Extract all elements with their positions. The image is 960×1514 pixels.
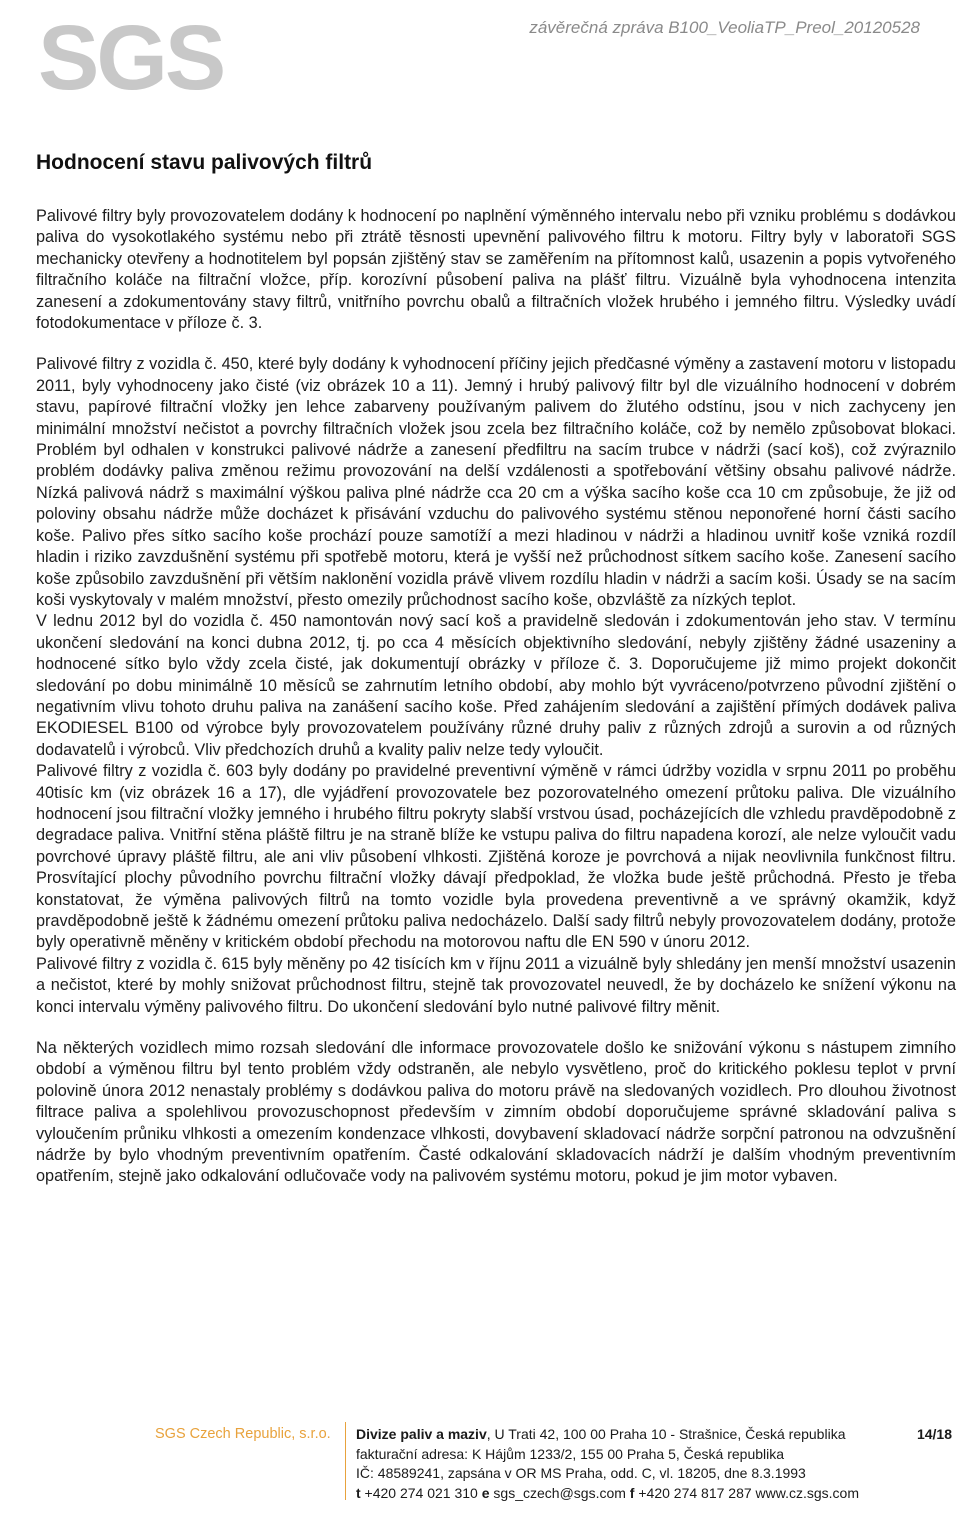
report-id: závěrečná zpráva B100_VeoliaTP_Preol_20120528: [529, 18, 920, 37]
paragraph-recommendations: Na některých vozidlech mimo rozsah sledování dle informace provozovatele došlo ke snižování výkonu s nástupem zimního období a výměnou filtru byl tento problém vždy odstraněn, ale nebylo vysvětleno, proč do kritického poklesu teplot v první polovině února 2012 nenastaly problémy s dodávkou paliva do motoru právě na sledovaných vozidlech. Pro dlouhou životnost filtrace paliva a spolehlivou provozuschopnost především v zimním období doporučujeme správné skladování paliva s vyloučením průniku vlhkosti a omezením kondenzace vlhkosti, dovybavení skladovací nádrže sorpční patronou na odvzušnění nádrže by bylo vhodným preventivním opatřením. Časté odkalování skladovacích nádrží je dalším vhodným preventivním opatřením, stejně jako odkalování odlučovače vody na palivovém systému motoru, pokud je jim motor vybaven.: [36, 1039, 956, 1186]
footer-contact-info: [356, 1425, 859, 1503]
paragraph-vehicle-450-followup: V lednu 2012 byl do vozidla č. 450 namontován nový sací koš a pravidelně sledován i zdokumentován jeho stav. V termínu ukončení sledování na konci dubna 2012, tj. po cca 4 měsících objektivního sledování, nebyly zjištěny žádné usazeniny a hodnocené sítko bylo vždy zcela čisté, jak dokumentují obrázky v příloze č. 3. Doporučujeme již mimo projekt dokončit sledování po dobu minimálně 10 měsíců se zahrnutím letního období, aby mohlo být vyvráceno/potvrzeno původní zjištění o negativním vlivu tohoto druhu paliva na zanášení sacího koše. Před zahájením sledování a zajištění přímých dodávek paliva EKODIESEL B100 od výrobce byly provozovatelem používány různé druhy paliv z různých zdrojů a surovin a od různých dodavatelů i výrobců. Vliv předchozích druhů a kvality paliv nelze tedy vyloučit.: [36, 612, 956, 759]
fax-and-web: +420 274 817 287 www.cz.sgs.com: [634, 1484, 859, 1501]
fax-label: f: [629, 1484, 635, 1501]
email-label: e: [481, 1484, 490, 1501]
section-title: Hodnocení stavu palivových filtrů: [36, 151, 373, 174]
page-footer: [0, 1422, 960, 1502]
footer-divider: [345, 1422, 346, 1500]
footer-line-2: fakturační adresa: K Hájům 1233/2, 155 00 Praha 5, Česká republika: [356, 1445, 785, 1462]
phone-label: t: [356, 1484, 361, 1501]
sgs-logo: SGS: [38, 7, 224, 109]
paragraph-intro: Palivové filtry byly provozovatelem dodány k hodnocení po naplnění výměnného intervalu nebo při vzniku problému s dodávkou paliva do vysokotlakého systému nebo při ztrátě těsnosti upevnění palivového filtru k motoru. Filtry byly v laboratoři SGS mechanicky otevřeny a hodnotitelem byl popsán zjištěný stav se zaměřením na přítomnost kalů, usazenin a popis vytvořeného filtračního koláče na filtrační vložce, příp. korozívní působení paliva na plášť filtru. Vizuálně byla vyhodnocena intenzita zanesení a zdokumentovány stavy filtrů, vnitřního povrchu obalů a filtračních vložek hrubého i jemného filtru. Výsledky uvádí fotodokumentace v příloze č. 3.: [36, 207, 956, 333]
footer-address: , U Trati 42, 100 00 Praha 10 - Strašnice, Česká republika: [486, 1426, 846, 1442]
footer-line-1: [356, 1425, 859, 1445]
footer-line-4: [356, 1484, 859, 1504]
paragraph-vehicle-603: Palivové filtry z vozidla č. 603 byly dodány po pravidelné preventivní výměně v rámci údržby vozidla v srpnu 2011 po proběhu 40tisíc km (viz obrázek 16 a 17), dle vyjádření provozovatele bez pozorovatelného omezení průtoku paliva. Dle vizuálního hodnocení jsou filtrační vložky jemného i hrubého filtru pokryty slabší vrstvou úsad, pocházejících dle vzhledu pravděpodobně z degradace paliva. Vnitřní stěna pláště filtru je na straně blíže ke vstupu paliva do filtru napadena korozí, ale nelze vyloučit vadu povrchové úpravy pláště filtru, ale ani vliv působení vlhkosti. Zjištěná koroze je povrchová a nijak neovlivnila funkčnost filtru. Prosvítající plochy původního povrchu filtrační vložky dávají předpoklad, že vložka bude ještě průchodná. Přesto je třeba konstatovat, že výměna palivových filtrů na tomto vozidle byla provedena preventivně a ve správný okamžik, když pravděpodobně ještě k žádnému omezení průtoku paliva nedocházelo. Další sady filtrů nebyly provozovatelem dodány, protože byly operativně měněny v kritickém období přechodu na motorovou naftu dle EN 590 v únoru 2012.: [36, 762, 956, 952]
footer-company: SGS Czech Republic, s.r.o.: [155, 1426, 331, 1442]
footer-division: Divize paliv a maziv: [356, 1426, 487, 1442]
paragraph-vehicle-615: Palivové filtry z vozidla č. 615 byly měněny po 42 tisících km v říjnu 2011 a vizuálně byly shledány jen menší množství usazenin a nečistot, které by mohly snižovat průchodnost filtru, stejně tak provozovatel neuvedl, že by docházelo ke snížení výkonu na konci intervalu výměny palivového filtru. Do ukončení sledování bylo nutné palivové filtry měnit.: [36, 954, 956, 1016]
document-body: [36, 150, 956, 1188]
email-address: sgs_czech@sgs.com: [489, 1484, 630, 1501]
footer-line-3: IČ: 48589241, zapsána v OR MS Praha, odd. C, vl. 18205, dne 8.3.1993: [356, 1465, 806, 1481]
phone-number: +420 274 021 310: [360, 1484, 482, 1501]
page-number: 14/18: [916, 1426, 952, 1442]
paragraph-vehicle-450: Palivové filtry z vozidla č. 450, které byly dodány k vyhodnocení příčiny jejich předčasné výměny a zastavení motoru v listopadu 2011, byly vyhodnoceny jako čisté (viz obrázek 10 a 11). Jemný i hrubý palivový filtr byl dle vizuálního hodnocení v dobrém stavu, papírové filtrační vložky jen lehce zabarveny používaným palivem do žlutého odstínu, jsou v nich zachyceny jen minimální množství nečistot a povrchy filtračních vložek jsou zcela bez filtračního koláče, což by nemělo způsobovat blokaci. Problém byl odhalen v konstrukci palivové nádrže a zanesení předfiltru na sacím trubce v nádrži (sací koš), což zvýraznilo problém dodávky paliva změnou režimu provozování na delší vzdálenosti a spotřebování většiny obsahu palivové nádrže. Nízká palivová nádrž s maximální výškou paliva plné nádrže cca 20 cm a výška sacího koše cca 10 cm způsobuje, že již od poloviny obsahu nádrže může docházet k přisávání vzduchu do palivového systému stěnou neponořené horní části sacího koše. Palivo přes sítko sacího koše prochází pouze samotíží a mezi hladinou v nádrži a hladinou uvnitř koše vzniká rozdíl hladin i riziko zavzdušnění systému při spotřebě motoru, která je vyšší než průchodnost sítkem sacího koše. Zanesení sacího koše způsobilo zavzdušnění při větším naklonění vozidla právě vlivem rozdílu hladin v nádrži a sacím koši. Úsady se na sacím koši vyskytovaly v malém množství, přesto omezily průchodnost sacího koše, obzvláště za nízkých teplot.: [36, 355, 956, 609]
